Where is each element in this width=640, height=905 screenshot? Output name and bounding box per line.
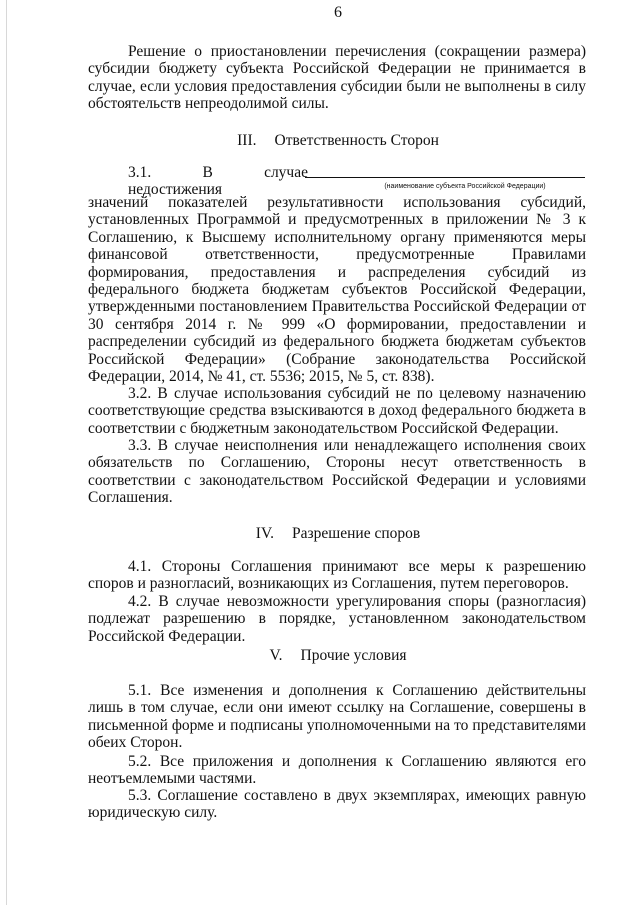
p53-paragraph: 5.3. Соглашение составлено в двух экземплярах, имеющих равную юридическую силу. — [88, 787, 586, 822]
section-3-number: III. — [237, 132, 257, 149]
p31-body: значений показателей результативности использования субсидий, установленных Программой и предусмотренных в приложении № 3 к Соглашению, к Высшему исполнительному органу применяются меры финансовой ответственности, предусмотренные Правилами формирования, предоставления и распределения субсидий из федерального бюджета бюджетам субъектов Российской Федерации, утвержденными постановлением Правительства Российской Федерации от 30 сентября 2014 г. № 999 «О формировании, предоставлении и распределении субсидий из федерального бюджета бюджетам субъектов Российской Федерации» (Собрание законодательства Российской Федерации, 2014, № 41, ст. 5536; 2015, № 5, ст. 838). — [88, 194, 586, 386]
section-4-title: Разрешение споров — [292, 525, 421, 542]
section-3-heading — [0, 132, 640, 150]
intro-paragraph: Решение о приостановлении перечисления (сокращении размера) субсидии бюджету субъекта Российской Федерации не принимается в случае, если условия предоставления субсидии были не выполнены в силу обстоятельств непреодолимой силы. — [88, 43, 586, 113]
section-5-heading — [0, 647, 640, 665]
p31-fill-caption: (наименование субъекта Российской Федерации) — [384, 183, 546, 190]
p52-paragraph: 5.2. Все приложения и дополнения к Соглашению являются его неотъемлемыми частями. — [88, 753, 586, 788]
p33-paragraph: 3.3. В случае неисполнения или ненадлежащего исполнения своих обязательств по Соглашению, Стороны несут ответственность в соответствии с законодательством Российской Федерации и условиями Соглашения. — [88, 437, 586, 507]
p51-paragraph: 5.1. Все изменения и дополнения к Соглашению действительны лишь в том случае, если они имеют ссылку на Соглашение, совершены в письменной форме и подписаны уполномоченными на то представителями обеих Сторон. — [88, 682, 586, 752]
p42-paragraph: 4.2. В случае невозможности урегулирования споры (разногласия) подлежат разрешению в порядке, установленном законодательством Российской Федерации. — [88, 593, 586, 645]
page-number: 6 — [334, 4, 342, 21]
section-4-heading — [0, 525, 640, 543]
p41-paragraph: 4.1. Стороны Соглашения принимают все меры к разрешению споров и разногласий, возникающих из Соглашения, путем переговоров. — [88, 558, 586, 593]
section-3-title: Ответственность Сторон — [274, 132, 439, 149]
p31-fill-line — [305, 177, 585, 178]
p31-lead: 3.1. В случае недостижения — [128, 164, 308, 199]
section-5-title: Прочие условия — [300, 647, 407, 664]
section-4-number: IV. — [255, 525, 275, 542]
p32-paragraph: 3.2. В случае использования субсидий не по целевому назначению соответствующие средства взыскиваются в доход федерального бюджета в соответствии с бюджетным законодательством Российской Федерации. — [88, 385, 586, 437]
section-5-number: V. — [269, 647, 283, 664]
